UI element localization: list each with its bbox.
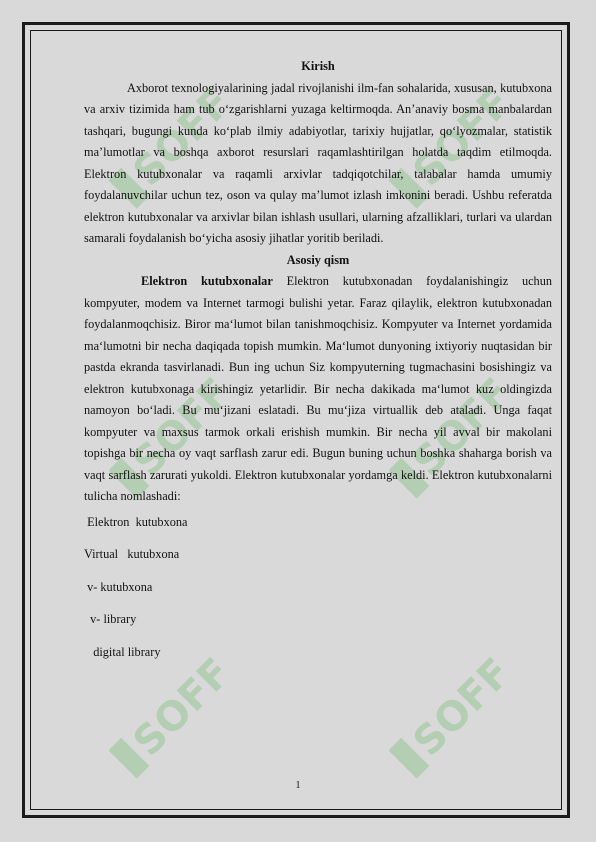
document-content bbox=[84, 56, 552, 674]
watermark-text: SOFF bbox=[404, 79, 520, 196]
body-bold-term: Elektron kutubxonalar bbox=[141, 274, 273, 288]
watermark-text: SOFF bbox=[124, 369, 240, 486]
watermark-text: SOFF bbox=[404, 649, 520, 766]
list-item: v- library bbox=[84, 612, 137, 626]
watermark-text: SOFF bbox=[404, 369, 520, 486]
page-title: Kirish bbox=[301, 59, 335, 73]
watermark-text: SOFF bbox=[124, 79, 240, 196]
list-item: digital library bbox=[84, 644, 161, 659]
page-number: 1 bbox=[295, 780, 301, 791]
body-paragraph bbox=[84, 271, 552, 508]
list-item: v- kutubxona bbox=[84, 579, 153, 594]
intro-paragraph: Axborot texnologiyalarining jadal rivojlanishi ilm-fan sohalarida, xususan, kutubxona va arxiv tizimida ham tub o‘zgarishlarni yuzaga keltirmoqda. An’anaviy bosma manbalardan tashqari, bugungi kunda ko‘plab ilmiy adabiyotlar, tarixiy hujjatlar, qo‘lyozmalar, statistik ma’lumotlar va boshqa axborot resurslari raqamlashtirilgan holatda taqdim etilmoqda. Elektron kutubxonalar va raqamli arxivlar tadqiqotchilar, talabalar hamda umumiy foydalanuvchilar uchun tez, oson va qulay ma’lumot izlash imkonini beradi. Ushbu referatda elektron kutubxonalar va arxivlar bilan ishlash usullari, ularning afzalliklari, turlari va ulardan samarali foydalanish bo‘yicha asosiy jihatlar yoritib beriladi. bbox=[84, 80, 552, 245]
watermark-text: SOFF bbox=[124, 649, 240, 766]
list-item: Elektron kutubxona bbox=[84, 514, 188, 529]
section-title: Asosiy qism bbox=[286, 252, 350, 267]
list-item: Virtual kutubxona bbox=[84, 547, 180, 561]
names-list bbox=[84, 512, 552, 675]
body-text: Elektron kutubxonadan foydalanishingiz uchun kompyuter, modem va Internet tarmogi bulishi yetar. Faraz qilaylik, elektron kutubxonadan foydalanmoqchisiz. Biror ma‘lumot bilan tanishmoqchisiz. Kompyuter va Internet yordamida ma‘lumotni bir necha daqiqada topish mumkin. Ma‘lumot dunyoning ixtiyoriy nuqtasidan bir pastda ekranda tasvirlanadi. Bun ing uchun Siz kompyuterning tugmachasini bosishingiz va elektron kutubxonaga kirishingiz yetarlidir. Bir necha dakikada ma‘lumot kuz oldingizda namoyon bo‘ladi. Bu mu‘jizani eslatadi. Bu mu‘jiza virtuallik deb ataladi. Unga faqat kompyuter va maxsus tarmok orkali erishish mumkin. Bir necha yil avval bir makolani topishga bir necha oy vaqt sarflash zarur edi. Bugun buning uchun boshka shaharga borish va vaqt sarflash zarurati yukoldi. Elektron kutubxonalar yordamga keldi. Elektron kutubxonalarni tulicha nomlashadi: bbox=[84, 274, 552, 503]
